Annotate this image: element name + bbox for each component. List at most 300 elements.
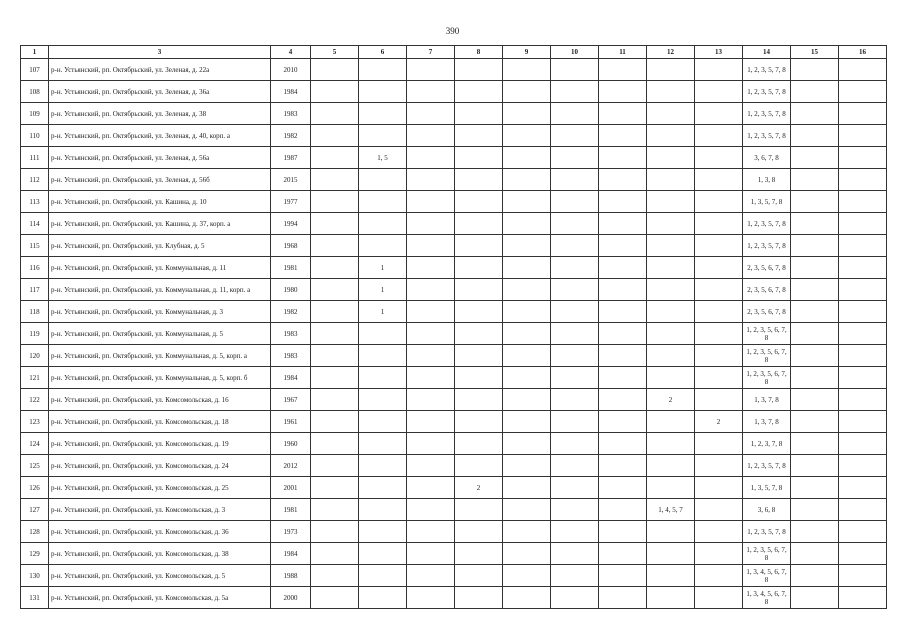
address-cell: р-н. Устьянский, рп. Октябрьский, ул. Клубная, д. 5	[49, 235, 271, 257]
value-cell	[839, 125, 887, 147]
value-cell	[311, 455, 359, 477]
table-row	[21, 499, 887, 521]
address-cell: р-н. Устьянский, рп. Октябрьский, ул. Зеленая, д. 40, корп. а	[49, 125, 271, 147]
value-cell	[455, 565, 503, 587]
value-cell	[503, 323, 551, 345]
value-cell	[503, 169, 551, 191]
value-cell	[551, 521, 599, 543]
value-cell	[647, 257, 695, 279]
year-cell: 1968	[271, 235, 311, 257]
address-cell: р-н. Устьянский, рп. Октябрьский, ул. Коммунальная, д. 5, корп. а	[49, 345, 271, 367]
value-cell	[455, 213, 503, 235]
value-cell	[455, 59, 503, 81]
year-cell: 2001	[271, 477, 311, 499]
address-cell: р-н. Устьянский, рп. Октябрьский, ул. Зеленая, д. 38	[49, 103, 271, 125]
value-cell	[599, 59, 647, 81]
value-cell	[311, 59, 359, 81]
value-cell	[359, 367, 407, 389]
value-cell	[647, 81, 695, 103]
value-cell	[599, 169, 647, 191]
table-row	[21, 257, 887, 279]
value-cell	[359, 191, 407, 213]
value-cell	[551, 125, 599, 147]
value-cell	[839, 499, 887, 521]
value-cell	[311, 191, 359, 213]
value-cell	[791, 147, 839, 169]
value-cell	[311, 477, 359, 499]
value-cell	[407, 257, 455, 279]
value-cell: 1, 5	[359, 147, 407, 169]
value-cell	[839, 345, 887, 367]
value-cell	[359, 235, 407, 257]
value-cell	[455, 169, 503, 191]
value-cell	[407, 147, 455, 169]
value-cell	[503, 521, 551, 543]
value-cell	[839, 587, 887, 609]
address-cell: р-н. Устьянский, рп. Октябрьский, ул. Коммунальная, д. 3	[49, 301, 271, 323]
address-cell: р-н. Устьянский, рп. Октябрьский, ул. Комсомольская, д. 19	[49, 433, 271, 455]
value-cell	[599, 499, 647, 521]
year-cell: 1967	[271, 389, 311, 411]
value-cell	[647, 411, 695, 433]
value-cell	[791, 521, 839, 543]
value-cell	[407, 455, 455, 477]
value-cell	[359, 81, 407, 103]
value-cell	[311, 411, 359, 433]
value-cell	[503, 543, 551, 565]
year-cell: 1983	[271, 323, 311, 345]
value-cell	[647, 521, 695, 543]
value-cell: 1, 2, 3, 5, 7, 8	[743, 125, 791, 147]
value-cell	[647, 367, 695, 389]
value-cell	[695, 147, 743, 169]
value-cell	[791, 103, 839, 125]
value-cell	[839, 169, 887, 191]
value-cell	[359, 213, 407, 235]
table-row	[21, 345, 887, 367]
column-header: 7	[407, 46, 455, 59]
row-number-cell: 126	[21, 477, 49, 499]
value-cell	[311, 433, 359, 455]
address-cell: р-н. Устьянский, рп. Октябрьский, ул. Зеленая, д. 22а	[49, 59, 271, 81]
address-cell: р-н. Устьянский, рп. Октябрьский, ул. Комсомольская, д. 36	[49, 521, 271, 543]
value-cell	[551, 301, 599, 323]
value-cell	[791, 411, 839, 433]
value-cell	[455, 345, 503, 367]
address-cell: р-н. Устьянский, рп. Октябрьский, ул. Коммунальная, д. 11	[49, 257, 271, 279]
value-cell	[455, 499, 503, 521]
value-cell	[311, 367, 359, 389]
table-row	[21, 477, 887, 499]
row-number-cell: 121	[21, 367, 49, 389]
address-cell: р-н. Устьянский, рп. Октябрьский, ул. Комсомольская, д. 25	[49, 477, 271, 499]
value-cell	[311, 587, 359, 609]
value-cell	[455, 81, 503, 103]
value-cell	[791, 389, 839, 411]
value-cell: 1, 2, 3, 5, 7, 8	[743, 103, 791, 125]
table-row	[21, 389, 887, 411]
value-cell	[407, 345, 455, 367]
value-cell	[647, 543, 695, 565]
value-cell	[599, 543, 647, 565]
value-cell	[839, 433, 887, 455]
table-row	[21, 59, 887, 81]
value-cell	[599, 235, 647, 257]
value-cell: 1, 3, 4, 5, 6, 7, 8	[743, 565, 791, 587]
value-cell: 1, 2, 3, 5, 6, 7, 8	[743, 345, 791, 367]
value-cell	[311, 543, 359, 565]
value-cell	[599, 587, 647, 609]
value-cell	[407, 565, 455, 587]
value-cell	[599, 257, 647, 279]
address-cell: р-н. Устьянский, рп. Октябрьский, ул. Комсомольская, д. 16	[49, 389, 271, 411]
year-cell: 1973	[271, 521, 311, 543]
value-cell	[455, 191, 503, 213]
value-cell	[695, 235, 743, 257]
value-cell	[551, 279, 599, 301]
value-cell	[839, 213, 887, 235]
address-cell: р-н. Устьянский, рп. Октябрьский, ул. Зеленая, д. 36а	[49, 81, 271, 103]
value-cell	[407, 191, 455, 213]
value-cell	[311, 323, 359, 345]
value-cell	[647, 103, 695, 125]
value-cell	[599, 345, 647, 367]
column-header: 12	[647, 46, 695, 59]
year-cell: 1980	[271, 279, 311, 301]
row-number-cell: 117	[21, 279, 49, 301]
value-cell	[647, 147, 695, 169]
value-cell	[455, 389, 503, 411]
year-cell: 1984	[271, 81, 311, 103]
value-cell	[695, 587, 743, 609]
row-number-cell: 122	[21, 389, 49, 411]
value-cell	[359, 499, 407, 521]
value-cell: 1, 2, 3, 5, 6, 7, 8	[743, 367, 791, 389]
value-cell	[551, 477, 599, 499]
value-cell	[359, 169, 407, 191]
value-cell	[551, 411, 599, 433]
value-cell	[503, 147, 551, 169]
value-cell	[599, 191, 647, 213]
value-cell	[407, 59, 455, 81]
value-cell	[311, 103, 359, 125]
value-cell	[695, 279, 743, 301]
value-cell	[455, 125, 503, 147]
value-cell	[551, 455, 599, 477]
value-cell	[599, 103, 647, 125]
value-cell	[311, 81, 359, 103]
row-number-cell: 112	[21, 169, 49, 191]
address-cell: р-н. Устьянский, рп. Октябрьский, ул. Комсомольская, д. 5	[49, 565, 271, 587]
value-cell	[647, 433, 695, 455]
row-number-cell: 114	[21, 213, 49, 235]
year-cell: 1987	[271, 147, 311, 169]
table-row	[21, 455, 887, 477]
year-cell: 1988	[271, 565, 311, 587]
value-cell	[695, 125, 743, 147]
value-cell	[407, 279, 455, 301]
table-row	[21, 587, 887, 609]
value-cell	[695, 521, 743, 543]
row-number-cell: 116	[21, 257, 49, 279]
column-header: 8	[455, 46, 503, 59]
value-cell	[791, 587, 839, 609]
value-cell	[695, 191, 743, 213]
table-row	[21, 191, 887, 213]
value-cell	[503, 367, 551, 389]
value-cell: 1, 3, 4, 5, 6, 7, 8	[743, 587, 791, 609]
value-cell	[311, 389, 359, 411]
value-cell	[455, 257, 503, 279]
value-cell	[599, 565, 647, 587]
column-header: 9	[503, 46, 551, 59]
year-cell: 1982	[271, 125, 311, 147]
value-cell	[503, 301, 551, 323]
table-row	[21, 543, 887, 565]
value-cell	[503, 235, 551, 257]
value-cell	[791, 543, 839, 565]
value-cell	[407, 521, 455, 543]
table-row	[21, 81, 887, 103]
value-cell	[455, 543, 503, 565]
value-cell	[791, 565, 839, 587]
value-cell	[359, 125, 407, 147]
value-cell	[503, 191, 551, 213]
value-cell	[407, 389, 455, 411]
row-number-cell: 125	[21, 455, 49, 477]
address-cell: р-н. Устьянский, рп. Октябрьский, ул. Зеленая, д. 56а	[49, 147, 271, 169]
value-cell	[407, 477, 455, 499]
value-cell	[599, 455, 647, 477]
value-cell	[503, 433, 551, 455]
value-cell	[407, 125, 455, 147]
value-cell	[503, 345, 551, 367]
value-cell	[551, 103, 599, 125]
value-cell	[791, 499, 839, 521]
column-header: 11	[599, 46, 647, 59]
value-cell	[839, 565, 887, 587]
value-cell	[647, 477, 695, 499]
value-cell	[455, 521, 503, 543]
value-cell: 1, 2, 3, 5, 7, 8	[743, 81, 791, 103]
value-cell: 1, 3, 5, 7, 8	[743, 477, 791, 499]
value-cell	[407, 499, 455, 521]
value-cell	[695, 103, 743, 125]
value-cell	[311, 125, 359, 147]
data-table	[20, 45, 887, 609]
value-cell	[407, 543, 455, 565]
value-cell	[599, 279, 647, 301]
value-cell	[695, 257, 743, 279]
value-cell	[311, 521, 359, 543]
value-cell	[647, 213, 695, 235]
value-cell	[695, 565, 743, 587]
year-cell: 1983	[271, 345, 311, 367]
value-cell	[791, 301, 839, 323]
table-row	[21, 521, 887, 543]
row-number-cell: 107	[21, 59, 49, 81]
value-cell	[407, 301, 455, 323]
value-cell	[551, 543, 599, 565]
value-cell	[791, 323, 839, 345]
value-cell	[551, 213, 599, 235]
value-cell: 2	[695, 411, 743, 433]
value-cell	[695, 169, 743, 191]
table-row	[21, 147, 887, 169]
value-cell: 2, 3, 5, 6, 7, 8	[743, 301, 791, 323]
value-cell	[503, 125, 551, 147]
column-header: 13	[695, 46, 743, 59]
address-cell: р-н. Устьянский, рп. Октябрьский, ул. Комсомольская, д. 38	[49, 543, 271, 565]
year-cell: 1981	[271, 257, 311, 279]
address-cell: р-н. Устьянский, рп. Октябрьский, ул. Комсомольская, д. 3	[49, 499, 271, 521]
value-cell	[791, 477, 839, 499]
value-cell	[647, 301, 695, 323]
value-cell	[839, 257, 887, 279]
year-cell: 2015	[271, 169, 311, 191]
address-cell: р-н. Устьянский, рп. Октябрьский, ул. Комсомольская, д. 18	[49, 411, 271, 433]
value-cell	[551, 433, 599, 455]
value-cell	[647, 235, 695, 257]
value-cell	[647, 169, 695, 191]
value-cell: 3, 6, 8	[743, 499, 791, 521]
value-cell	[695, 499, 743, 521]
value-cell	[359, 543, 407, 565]
value-cell	[359, 521, 407, 543]
value-cell: 1	[359, 301, 407, 323]
year-cell: 1982	[271, 301, 311, 323]
value-cell	[311, 147, 359, 169]
value-cell	[551, 59, 599, 81]
value-cell: 2, 3, 5, 6, 7, 8	[743, 279, 791, 301]
row-number-cell: 118	[21, 301, 49, 323]
value-cell	[311, 499, 359, 521]
value-cell	[311, 301, 359, 323]
value-cell	[839, 477, 887, 499]
table-row	[21, 279, 887, 301]
value-cell	[311, 169, 359, 191]
value-cell	[647, 191, 695, 213]
value-cell	[407, 235, 455, 257]
year-cell: 2010	[271, 59, 311, 81]
value-cell: 1, 3, 8	[743, 169, 791, 191]
value-cell	[791, 59, 839, 81]
value-cell	[599, 411, 647, 433]
value-cell	[599, 301, 647, 323]
value-cell	[311, 257, 359, 279]
value-cell	[647, 323, 695, 345]
value-cell: 2	[647, 389, 695, 411]
value-cell	[503, 389, 551, 411]
address-cell: р-н. Устьянский, рп. Октябрьский, ул. Кашина, д. 37, корп. а	[49, 213, 271, 235]
value-cell	[359, 477, 407, 499]
value-cell	[839, 323, 887, 345]
value-cell	[695, 477, 743, 499]
value-cell	[647, 565, 695, 587]
value-cell	[359, 411, 407, 433]
column-header: 4	[271, 46, 311, 59]
address-cell: р-н. Устьянский, рп. Октябрьский, ул. Коммунальная, д. 5	[49, 323, 271, 345]
value-cell	[359, 59, 407, 81]
value-cell	[551, 169, 599, 191]
row-number-cell: 110	[21, 125, 49, 147]
value-cell	[503, 81, 551, 103]
value-cell	[839, 367, 887, 389]
table-row	[21, 169, 887, 191]
value-cell	[839, 543, 887, 565]
value-cell	[839, 59, 887, 81]
row-number-cell: 120	[21, 345, 49, 367]
value-cell	[503, 257, 551, 279]
year-cell: 1977	[271, 191, 311, 213]
value-cell	[599, 389, 647, 411]
value-cell: 1, 2, 3, 5, 7, 8	[743, 235, 791, 257]
value-cell	[791, 455, 839, 477]
value-cell	[599, 81, 647, 103]
column-header: 15	[791, 46, 839, 59]
value-cell: 1, 2, 3, 5, 6, 7, 8	[743, 323, 791, 345]
row-number-cell: 108	[21, 81, 49, 103]
row-number-cell: 124	[21, 433, 49, 455]
value-cell	[407, 213, 455, 235]
value-cell	[407, 103, 455, 125]
value-cell	[599, 433, 647, 455]
value-cell	[791, 367, 839, 389]
value-cell	[551, 257, 599, 279]
value-cell	[551, 235, 599, 257]
table-row	[21, 235, 887, 257]
value-cell	[695, 543, 743, 565]
year-cell: 1984	[271, 367, 311, 389]
value-cell	[455, 323, 503, 345]
value-cell	[359, 389, 407, 411]
value-cell: 1	[359, 279, 407, 301]
value-cell	[791, 169, 839, 191]
value-cell	[599, 147, 647, 169]
value-cell	[839, 521, 887, 543]
value-cell	[647, 125, 695, 147]
value-cell	[359, 433, 407, 455]
value-cell	[551, 565, 599, 587]
value-cell	[839, 301, 887, 323]
value-cell	[407, 433, 455, 455]
value-cell	[311, 213, 359, 235]
table-row	[21, 565, 887, 587]
value-cell	[791, 257, 839, 279]
value-cell	[551, 389, 599, 411]
value-cell: 1, 3, 7, 8	[743, 389, 791, 411]
value-cell	[407, 169, 455, 191]
column-header: 6	[359, 46, 407, 59]
value-cell	[407, 367, 455, 389]
value-cell	[695, 345, 743, 367]
value-cell	[503, 213, 551, 235]
value-cell	[839, 103, 887, 125]
year-cell: 1961	[271, 411, 311, 433]
value-cell	[455, 367, 503, 389]
value-cell	[599, 367, 647, 389]
value-cell	[311, 279, 359, 301]
year-cell: 1981	[271, 499, 311, 521]
value-cell	[455, 103, 503, 125]
value-cell	[839, 147, 887, 169]
row-number-cell: 119	[21, 323, 49, 345]
value-cell	[503, 279, 551, 301]
year-cell: 2000	[271, 587, 311, 609]
year-cell: 1994	[271, 213, 311, 235]
value-cell	[791, 345, 839, 367]
table-body	[21, 59, 887, 609]
